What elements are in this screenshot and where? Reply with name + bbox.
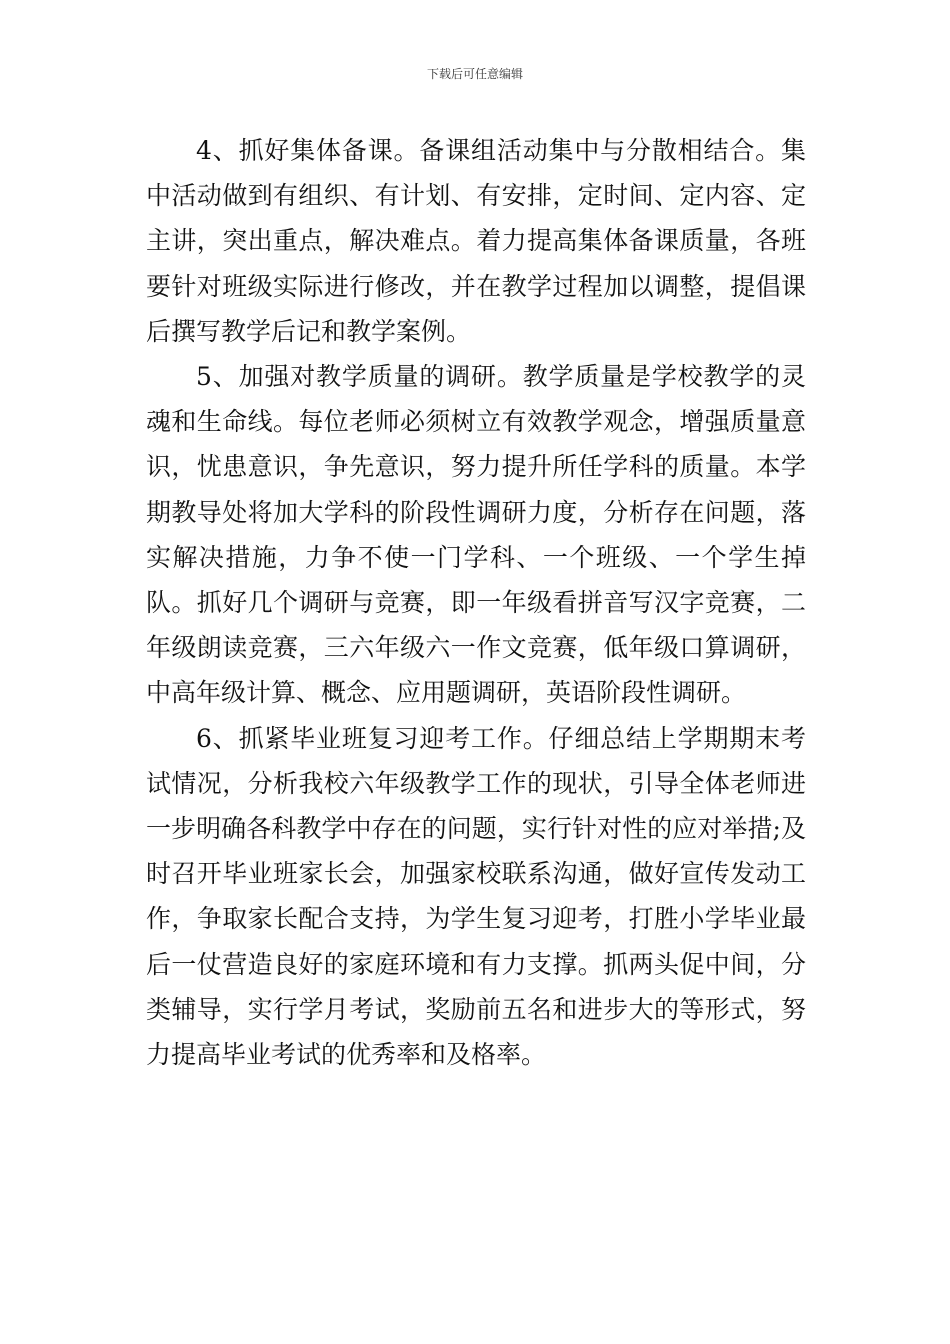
page-header: 下载后可任意编辑: [426, 67, 523, 81]
document-body: [146, 128, 806, 1077]
paragraph-item-4: 4、抓好集体备课。备课组活动集中与分散相结合。集中活动做到有组织、有计划、有安排，定时间、定内容、定主讲，突出重点，解决难点。着力提高集体备课质量，各班要针对班级实际进行修改，并在教学过程加以调整，提倡课后撰写教学后记和教学案例。: [146, 136, 806, 346]
paragraph-item-6: 6、抓紧毕业班复习迎考工作。仔细总结上学期期末考试情况，分析我校六年级教学工作的现状，引导全体老师进一步明确各科教学中存在的问题，实行针对性的应对举措;及时召开毕业班家长会，加强家校联系沟通，做好宣传发动工作，争取家长配合支持，为学生复习迎考，打胜小学毕业最后一仗营造良好的家庭环境和有力支撑。抓两头促中间，分类辅导，实行学月考试，奖励前五名和进步大的等形式，努力提高毕业考试的优秀率和及格率。: [146, 723, 806, 1070]
paragraph-item-5: 5、加强对教学质量的调研。教学质量是学校教学的灵魂和生命线。每位老师必须树立有效教学观念，增强质量意识，忧患意识，争先意识，努力提升所任学科的质量。本学期教导处将加大学科的阶段性调研力度，分析存在问题，落实解决措施，力争不使一门学科、一个班级、一个学生掉队。抓好几个调研与竞赛，即一年级看拼音写汉字竞赛，二年级朗读竞赛，三六年级六一作文竞赛，低年级口算调研，中高年级计算、概念、应用题调研，英语阶段性调研。: [146, 362, 806, 708]
